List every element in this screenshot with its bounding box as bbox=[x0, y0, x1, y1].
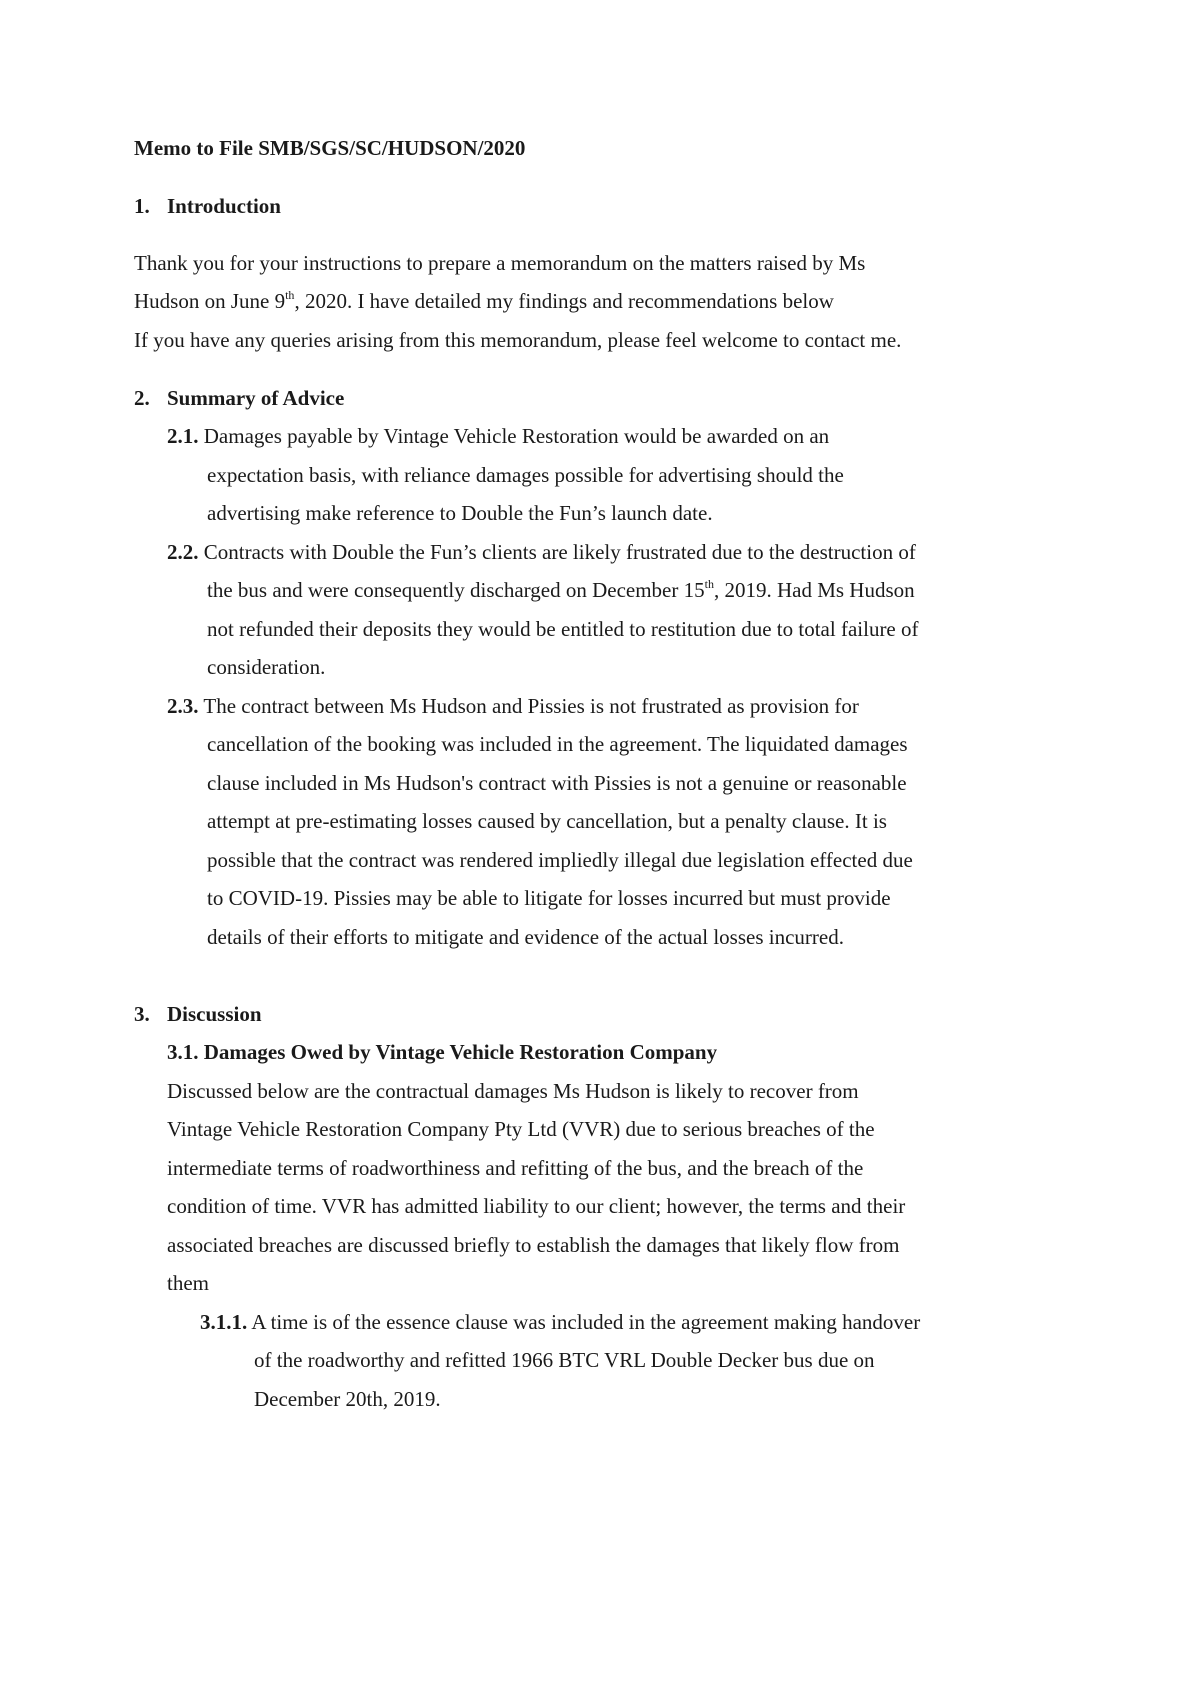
advice-item-line: advertising make reference to Double the Fun’s launch date. bbox=[207, 501, 713, 525]
discussion-item-line: December 20th, 2019. bbox=[254, 1387, 441, 1411]
discussion-item-line: of the roadworthy and refitted 1966 BTC VRL Double Decker bus due on bbox=[254, 1348, 875, 1372]
intro-paragraph-line: If you have any queries arising from this memorandum, please feel welcome to contact me. bbox=[134, 328, 902, 352]
intro-paragraph-line: Thank you for your instructions to prepare a memorandum on the matters raised by Ms bbox=[134, 251, 866, 275]
advice-item-line: clause included in Ms Hudson's contract with Pissies is not a genuine or reasonable bbox=[207, 771, 907, 795]
advice-item-line: to COVID-19. Pissies may be able to litigate for losses incurred but must provide bbox=[207, 886, 891, 910]
discussion-paragraph-line: intermediate terms of roadworthiness and refitting of the bus, and the breach of the bbox=[167, 1156, 864, 1180]
discussion-paragraph-line: condition of time. VVR has admitted liability to our client; however, the terms and their bbox=[167, 1194, 906, 1218]
advice-item-line: consideration. bbox=[207, 655, 326, 679]
advice-item-2-3: 2.3. The contract between Ms Hudson and Pissies is not frustrated as provision for bbox=[167, 694, 859, 718]
advice-item-line: cancellation of the booking was included in the agreement. The liquidated damages bbox=[207, 732, 908, 756]
discussion-item-3-1-1: 3.1.1. A time is of the essence clause was included in the agreement making handover bbox=[200, 1310, 921, 1334]
advice-item-line: possible that the contract was rendered impliedly illegal due legislation effected due bbox=[207, 848, 913, 872]
advice-item-2-1: 2.1. Damages payable by Vintage Vehicle Restoration would be awarded on an bbox=[167, 424, 830, 448]
discussion-paragraph-line: Discussed below are the contractual damages Ms Hudson is likely to recover from bbox=[167, 1079, 859, 1103]
advice-item-line: attempt at pre-estimating losses caused by cancellation, but a penalty clause. It is bbox=[207, 809, 887, 833]
section-3-heading: Discussion bbox=[167, 1002, 262, 1026]
section-3-number: 3. bbox=[134, 1002, 150, 1026]
advice-item-2-2: 2.2. Contracts with Double the Fun’s clients are likely frustrated due to the destruction of bbox=[167, 540, 916, 564]
section-1-heading: Introduction bbox=[167, 194, 281, 218]
discussion-paragraph-line: them bbox=[167, 1271, 209, 1295]
advice-item-line: the bus and were consequently discharged on December 15th, 2019. Had Ms Hudson bbox=[207, 577, 915, 602]
section-1-number: 1. bbox=[134, 194, 150, 218]
section-2-number: 2. bbox=[134, 386, 150, 410]
section-2-heading: Summary of Advice bbox=[167, 386, 345, 410]
discussion-paragraph-line: associated breaches are discussed briefly to establish the damages that likely flow from bbox=[167, 1233, 900, 1257]
intro-paragraph-line: Hudson on June 9th, 2020. I have detailed my findings and recommendations below bbox=[134, 288, 834, 313]
discussion-paragraph-line: Vintage Vehicle Restoration Company Pty Ltd (VVR) due to serious breaches of the bbox=[167, 1117, 875, 1141]
subsection-3-1-heading: 3.1. Damages Owed by Vintage Vehicle Restoration Company bbox=[167, 1040, 718, 1064]
advice-item-line: not refunded their deposits they would be entitled to restitution due to total failure of bbox=[207, 617, 919, 641]
memo-title: Memo to File SMB/SGS/SC/HUDSON/2020 bbox=[134, 136, 526, 160]
advice-item-line: expectation basis, with reliance damages possible for advertising should the bbox=[207, 463, 844, 487]
advice-item-line: details of their efforts to mitigate and evidence of the actual losses incurred. bbox=[207, 925, 844, 949]
